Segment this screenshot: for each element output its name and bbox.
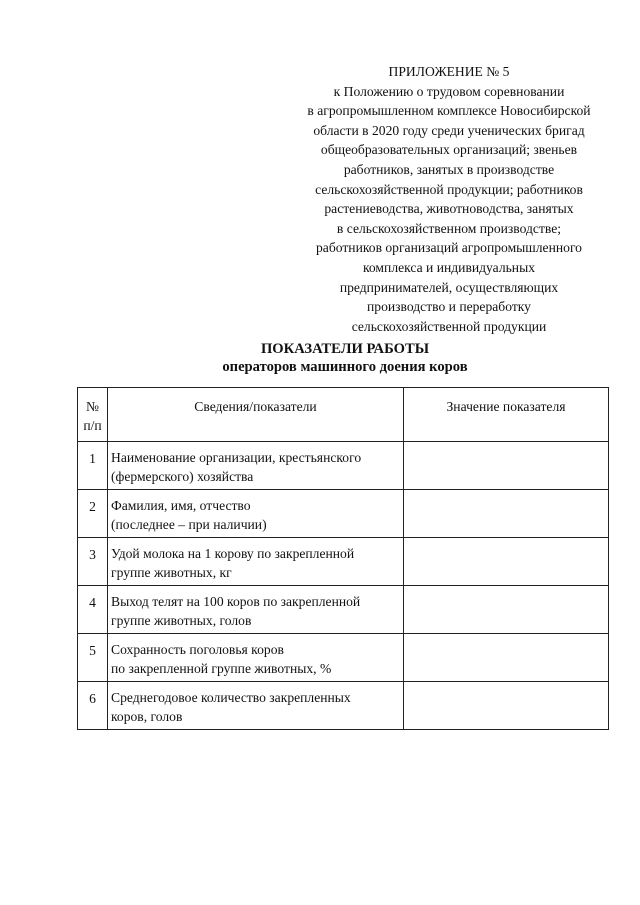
row-indicator-line-2: коров, голов xyxy=(111,709,183,724)
header-info: Сведения/показатели xyxy=(108,388,404,442)
appendix-line: растениеводства, животноводства, занятых xyxy=(324,201,574,217)
header-value: Значение показателя xyxy=(404,388,609,442)
table-header-row xyxy=(78,388,609,442)
table-row xyxy=(78,634,609,682)
appendix-line: к Положению о трудовом соревновании xyxy=(333,83,565,99)
row-number: 5 xyxy=(78,634,108,682)
row-number: 2 xyxy=(78,490,108,538)
title-line-2: операторов машинного доения коров xyxy=(222,359,468,375)
title-line-1: ПОКАЗАТЕЛИ РАБОТЫ xyxy=(260,341,430,357)
appendix-block xyxy=(292,62,606,336)
row-indicator xyxy=(108,634,404,682)
row-indicator xyxy=(108,586,404,634)
row-indicator-line-1: Среднегодовое количество закрепленных xyxy=(111,690,351,705)
row-indicator xyxy=(108,682,404,730)
appendix-line: в сельскохозяйственном производстве; xyxy=(336,220,562,236)
table-row xyxy=(78,442,609,490)
appendix-line: комплекса и индивидуальных xyxy=(362,259,536,275)
row-number: 6 xyxy=(78,682,108,730)
row-indicator-line-1: Наименование организации, крестьянского xyxy=(111,450,362,465)
row-indicator xyxy=(108,442,404,490)
row-indicator xyxy=(108,538,404,586)
row-indicator-line-1: Удой молока на 1 корову по закрепленной xyxy=(111,546,355,561)
table-row xyxy=(78,586,609,634)
header-number-line-2: п/п xyxy=(83,418,102,433)
row-value-cell[interactable] xyxy=(404,586,609,634)
row-indicator xyxy=(108,490,404,538)
row-number: 1 xyxy=(78,442,108,490)
row-indicator-line-2: по закрепленной группе животных, % xyxy=(111,661,332,676)
row-number: 4 xyxy=(78,586,108,634)
appendix-line: работников организаций агропромышленного xyxy=(316,240,582,256)
appendix-line: производство и переработку xyxy=(367,299,531,315)
row-value-cell[interactable] xyxy=(404,442,609,490)
row-indicator-line-1: Сохранность поголовья коров xyxy=(111,642,284,657)
appendix-line: работников, занятых в производстве xyxy=(343,161,555,177)
table-row xyxy=(78,538,609,586)
appendix-line: сельскохозяйственной продукции; работников xyxy=(315,181,583,197)
appendix-line: в агропромышленном комплексе Новосибирской xyxy=(307,103,591,119)
row-indicator-line-2: (последнее – при наличии) xyxy=(111,517,267,532)
row-value-cell[interactable] xyxy=(404,634,609,682)
row-indicator-line-2: группе животных, кг xyxy=(111,565,232,580)
appendix-line: сельскохозяйственной продукции xyxy=(351,318,547,334)
row-indicator-line-1: Фамилия, имя, отчество xyxy=(111,498,251,513)
document-title xyxy=(0,340,640,376)
indicators-table xyxy=(77,387,609,730)
header-number xyxy=(78,388,108,442)
row-value-cell[interactable] xyxy=(404,682,609,730)
row-indicator-line-2: (фермерского) хозяйства xyxy=(111,469,254,484)
row-indicator-line-2: группе животных, голов xyxy=(111,613,252,628)
appendix-line: области в 2020 году среди ученических бригад xyxy=(313,122,585,138)
appendix-line: предпринимателей, осуществляющих xyxy=(339,279,559,295)
row-value-cell[interactable] xyxy=(404,538,609,586)
row-value-cell[interactable] xyxy=(404,490,609,538)
table-row xyxy=(78,490,609,538)
table-row xyxy=(78,682,609,730)
appendix-line: ПРИЛОЖЕНИЕ № 5 xyxy=(388,64,510,79)
header-number-line-1: № xyxy=(86,399,99,414)
row-indicator-line-1: Выход телят на 100 коров по закрепленной xyxy=(111,594,361,609)
row-number: 3 xyxy=(78,538,108,586)
appendix-line: общеобразовательных организаций; звеньев xyxy=(320,142,578,158)
